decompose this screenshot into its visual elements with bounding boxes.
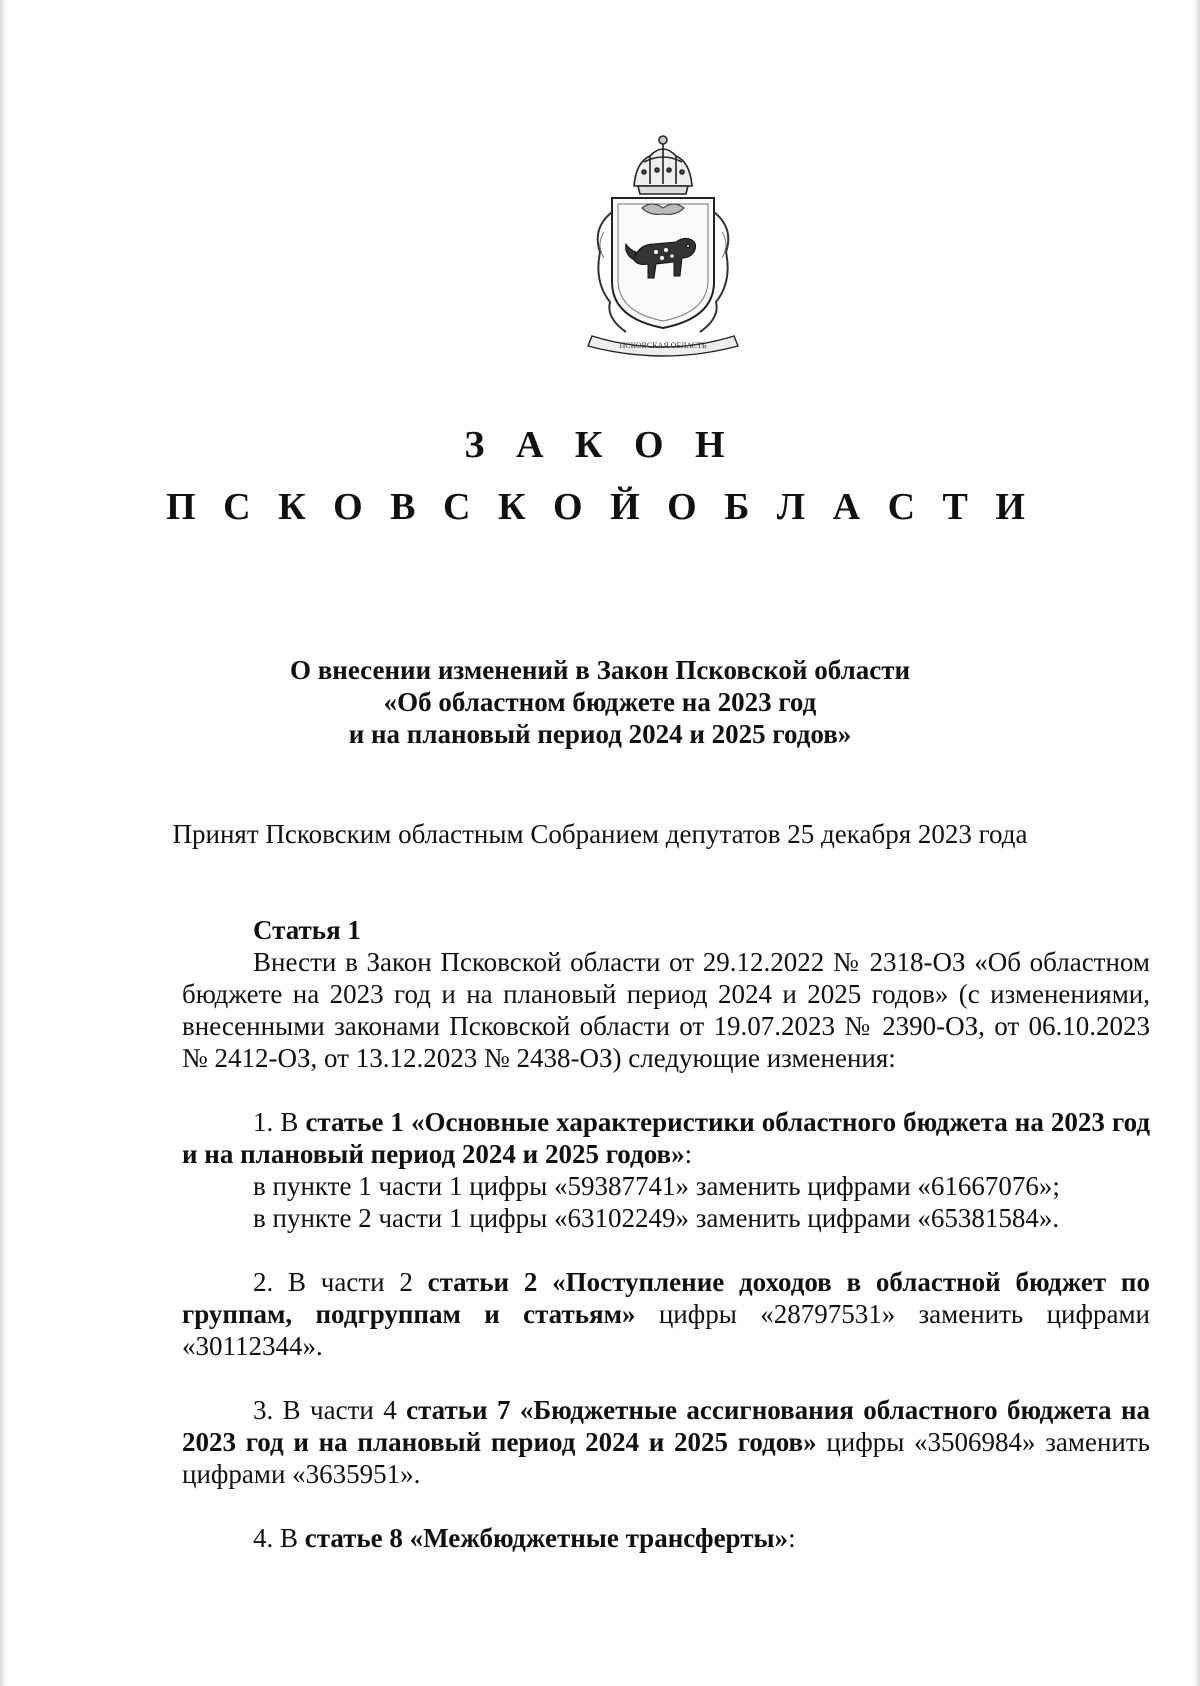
- item-2-bold: статьи 2 «Поступление доходов в областной бюджет по группам, подгруппам и статьям»: [182, 1267, 1150, 1329]
- item-1-tail: :: [684, 1139, 693, 1169]
- law-name-line-1: О внесении изменений в Закон Псковской области: [289, 655, 911, 685]
- item-3-lead: 3. В части 4: [253, 1395, 407, 1425]
- amendment-item-3-text: [182, 1394, 1150, 1490]
- item-4-lead: 4. В: [253, 1523, 305, 1553]
- item-1-sub-1: в пункте 1 части 1 цифры «59387741» заменить цифрами «61667076»;: [253, 1171, 1060, 1201]
- amendment-item-2: [182, 1266, 1150, 1362]
- svg-text:ПСКОВСКАЯ ОБЛАСТЬ: ПСКОВСКАЯ ОБЛАСТЬ: [619, 341, 707, 350]
- amendment-item-1-text: [182, 1106, 1150, 1170]
- document-title: З А К О Н: [464, 424, 736, 466]
- item-2-tail: цифры «28797531» заменить цифрами «30112344».: [182, 1299, 1150, 1361]
- coat-of-arms-emblem: [572, 132, 754, 366]
- amendment-item-4: [182, 1522, 1150, 1554]
- law-name-line-2: «Об областном бюджете на 2023 год: [383, 687, 817, 717]
- article-heading: Статья 1: [253, 915, 361, 945]
- article-intro: [182, 946, 1150, 1074]
- item-4-tail: :: [788, 1523, 796, 1553]
- law-name: [200, 654, 1000, 750]
- item-1-sub-2: в пункте 2 части 1 цифры «63102249» заменить цифрами «65381584».: [253, 1203, 1060, 1233]
- item-3-tail: цифры «3506984» заменить цифрами «3635951».: [182, 1427, 1150, 1489]
- amendment-item-1: [182, 1106, 1150, 1234]
- item-1-bold: статье 1 «Основные характеристики областного бюджета на 2023 год и на плановый период 2024 и 2025 годов»: [182, 1107, 1150, 1169]
- item-4-bold: статье 8 «Межбюджетные трансферты»: [304, 1523, 789, 1553]
- adoption-line: Принят Псковским областным Собранием депутатов 25 декабря 2023 года: [172, 819, 1028, 849]
- amendment-item-2-text: [182, 1266, 1150, 1362]
- amendment-item-3: [182, 1394, 1150, 1490]
- amendment-item-4-text: [182, 1522, 1150, 1554]
- item-1-lead: 1. В: [253, 1107, 306, 1137]
- document-subtitle: П С К О В С К О Й О Б Л А С Т И: [166, 486, 1034, 528]
- item-3-bold: статьи 7 «Бюджетные ассигнования областного бюджета на 2023 год и на плановый период 2024 и 2025 годов»: [182, 1395, 1150, 1457]
- item-2-lead: 2. В части 2: [253, 1267, 428, 1297]
- article-intro-text: Внести в Закон Псковской области от 29.12.2022 № 2318-ОЗ «Об областном бюджете на 2023 год и на плановый период 2024 и 2025 годов» (с изменениями, внесенными законами Псковской области от 19.07.2023 № 2390-ОЗ, от 06.10.2023 № 2412-ОЗ, от 13.12.2023 № 2438-ОЗ) следующие изменения:: [182, 947, 1150, 1073]
- law-name-line-3: и на плановый период 2024 и 2025 годов»: [348, 719, 852, 749]
